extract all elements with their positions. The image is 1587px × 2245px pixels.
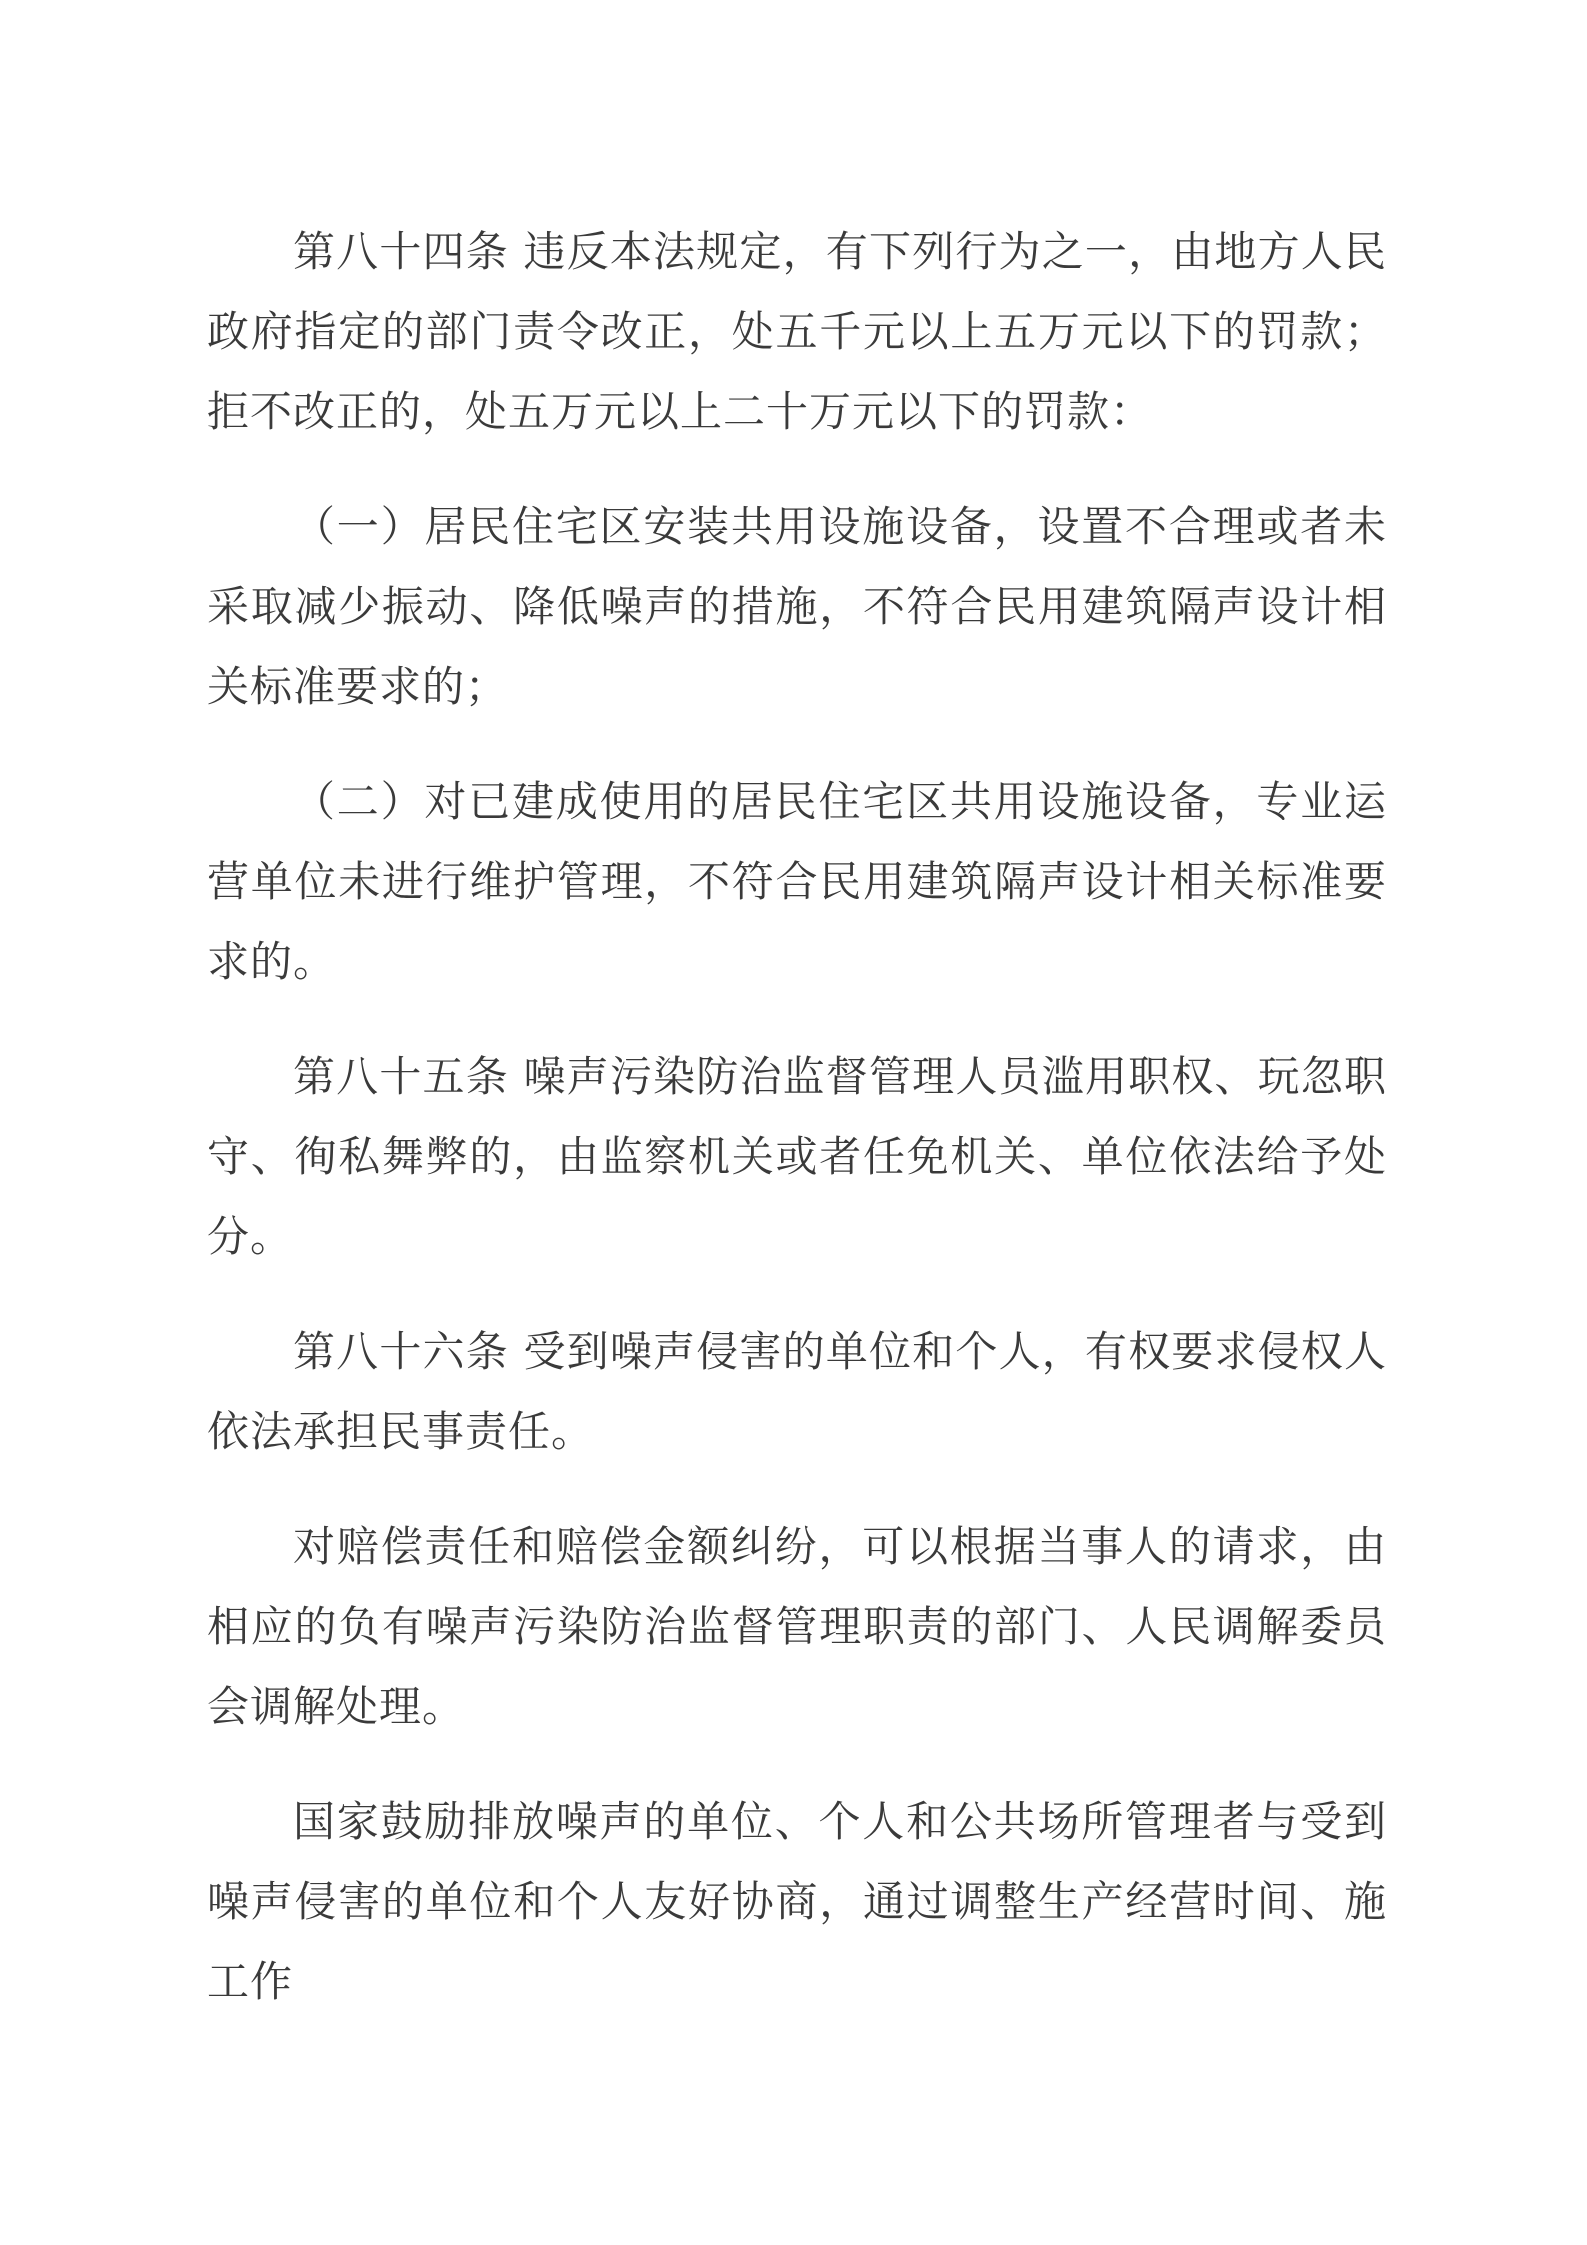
article-84-item-2-paragraph: （二）对已建成使用的居民住宅区共用设施设备，专业运营单位未进行维护管理，不符合民用建筑隔声设计相关标准要求的。 (207, 777, 1387, 986)
article-85-paragraph: 第八十五条 噪声污染防治监督管理人员滥用职权、玩忽职守、徇私舞弊的，由监察机关或者任免机关、单位依法给予处分。 (207, 1052, 1387, 1261)
document-page (207, 212, 1387, 2057)
article-84-paragraph: 第八十四条 违反本法规定，有下列行为之一，由地方人民政府指定的部门责令改正，处五千元以上五万元以下的罚款；拒不改正的，处五万元以上二十万元以下的罚款： (207, 227, 1387, 436)
article-86-paragraph: 第八十六条 受到噪声侵害的单位和个人，有权要求侵权人依法承担民事责任。 (207, 1327, 1387, 1456)
article-84-item-1-paragraph: （一）居民住宅区安装共用设施设备，设置不合理或者未采取减少振动、降低噪声的措施，不符合民用建筑隔声设计相关标准要求的； (207, 502, 1387, 711)
article-86-third-paragraph: 国家鼓励排放噪声的单位、个人和公共场所管理者与受到噪声侵害的单位和个人友好协商，通过调整生产经营时间、施工作 (207, 1797, 1387, 2006)
article-86-second-paragraph: 对赔偿责任和赔偿金额纠纷，可以根据当事人的请求，由相应的负有噪声污染防治监督管理职责的部门、人民调解委员会调解处理。 (207, 1522, 1387, 1731)
